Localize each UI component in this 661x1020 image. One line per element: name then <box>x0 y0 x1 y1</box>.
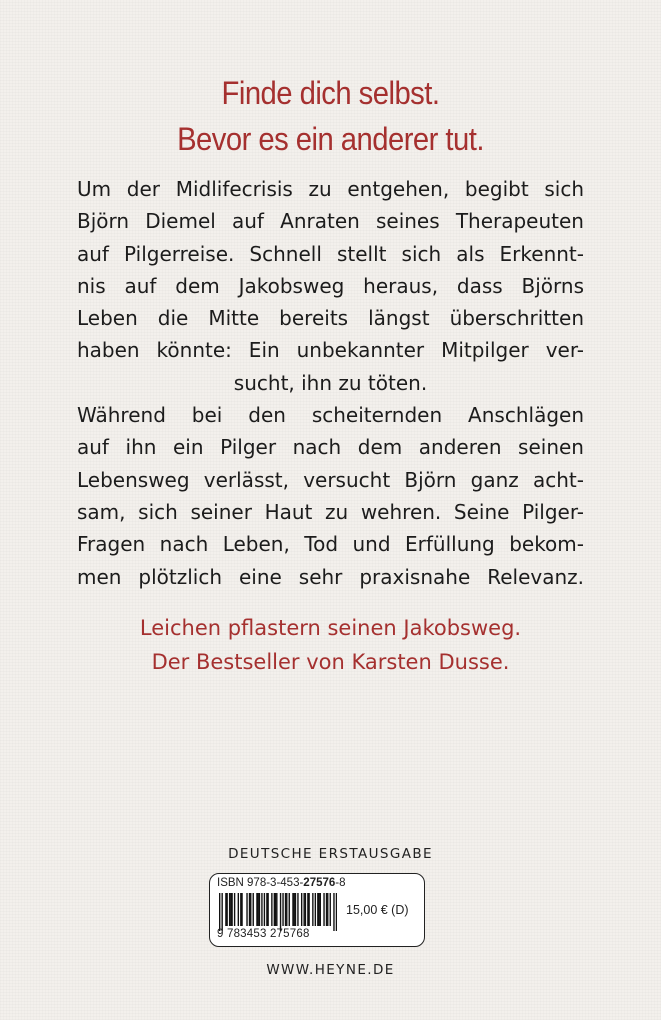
barcode-bar <box>280 893 281 931</box>
barcode-bar <box>271 893 272 926</box>
barcode-bar <box>238 893 239 926</box>
barcode-bar <box>267 893 268 926</box>
barcode-bar <box>221 893 222 931</box>
barcode-digits: 9 783453 275768 <box>217 928 310 940</box>
barcode-bar <box>308 893 309 926</box>
barcode-bar <box>241 893 242 926</box>
barcode-bar <box>282 893 283 926</box>
barcode-bar <box>274 893 275 926</box>
headline-line-1: Finde dich selbst. <box>221 75 440 111</box>
edition-label: DEUTSCHE ERSTAUSGABE <box>228 846 433 862</box>
barcode-bar <box>225 893 226 926</box>
blurb-line: Fragen nach Leben, Tod und Erfüllung bekom- <box>77 532 584 557</box>
barcode-bar <box>292 893 293 926</box>
barcode-graphic <box>219 893 337 931</box>
blurb-line: sucht, ihn zu töten. <box>233 370 428 395</box>
barcode-bar <box>289 893 290 926</box>
barcode-bars <box>219 893 337 931</box>
isbn-label <box>217 877 346 889</box>
tagline-line-1: Leichen pflastern seinen Jakobsweg. <box>139 616 522 640</box>
isbn-bold: 27576 <box>303 877 336 889</box>
barcode-bar <box>326 893 327 926</box>
isbn-suffix: -8 <box>335 877 346 889</box>
barcode-bar <box>305 893 306 926</box>
barcode-bar <box>246 893 247 926</box>
barcode-bar <box>261 893 262 926</box>
blurb-line: Während bei den scheiternden Anschlägen <box>77 403 584 428</box>
barcode-bar <box>336 893 337 931</box>
barcode-bar <box>333 893 334 931</box>
barcode-bar <box>275 893 276 926</box>
isbn-prefix: ISBN 978-3-453- <box>217 877 304 889</box>
barcode-bar <box>240 893 241 926</box>
barcode-bar <box>285 893 286 926</box>
barcode-bar <box>294 893 295 926</box>
barcode-bar <box>276 893 277 926</box>
barcode-bar <box>249 893 250 926</box>
price-label: 15,00 € (D) <box>346 903 409 917</box>
tagline-line-2: Der Bestseller von Karsten Dusse. <box>151 650 510 674</box>
barcode-bar <box>318 893 319 926</box>
blurb-line: auf ihn ein Pilger nach dem anderen seinen <box>77 435 584 460</box>
barcode-bar <box>234 893 235 926</box>
blurb-line: sam, sich seiner Haut zu wehren. Seine Pilger- <box>77 499 584 524</box>
barcode-bar <box>327 893 328 926</box>
blurb-line: auf Pilgerreise. Schnell stellt sich als Erkennt- <box>77 241 584 266</box>
blurb-line: nis auf dem Jakobsweg heraus, dass Björns <box>77 273 584 298</box>
blurb-text <box>77 173 584 593</box>
barcode-bar <box>231 893 232 926</box>
barcode-bar <box>286 893 287 926</box>
barcode-bar <box>307 893 308 926</box>
barcode-bar <box>226 893 227 926</box>
barcode-bar <box>230 893 231 926</box>
barcode-bar <box>266 893 267 926</box>
barcode-bar <box>315 893 316 926</box>
barcode-bar <box>250 893 251 926</box>
headline <box>33 70 628 162</box>
barcode-bar <box>320 893 321 926</box>
blurb-line: Lebensweg verlässt, versucht Björn ganz acht- <box>77 467 584 492</box>
barcode-bar <box>330 893 331 926</box>
barcode-box <box>209 873 425 947</box>
barcode-bar <box>312 893 313 926</box>
blurb-line: Leben die Mitte bereits längst überschritten <box>77 306 584 331</box>
barcode-bar <box>301 893 302 926</box>
blurb-line: Björn Diemel auf Anraten seines Therapeuten <box>77 209 584 234</box>
barcode-bar <box>323 893 324 926</box>
barcode-bar <box>229 893 230 926</box>
website-url: WWW.HEYNE.DE <box>266 962 395 978</box>
barcode-bar <box>264 893 265 926</box>
barcode-bar <box>295 893 296 926</box>
barcode-bar <box>253 893 254 926</box>
headline-line-2: Bevor es ein anderer tut. <box>177 121 484 157</box>
barcode-bar <box>317 893 318 926</box>
barcode-bar <box>256 893 257 926</box>
barcode-bar <box>258 893 259 926</box>
barcode-bar <box>219 893 220 931</box>
blurb-line: Um der Midlifecrisis zu entgehen, begibt sich <box>77 177 584 201</box>
barcode-bar <box>259 893 260 926</box>
barcode-bar <box>303 893 304 926</box>
barcode-bar <box>297 893 298 926</box>
tagline <box>0 611 661 679</box>
blurb-line: haben könnte: Ein unbekannter Mitpilger ver- <box>77 338 584 363</box>
blurb-line: men plötzlich eine sehr praxisnahe Relevanz. <box>77 564 584 589</box>
